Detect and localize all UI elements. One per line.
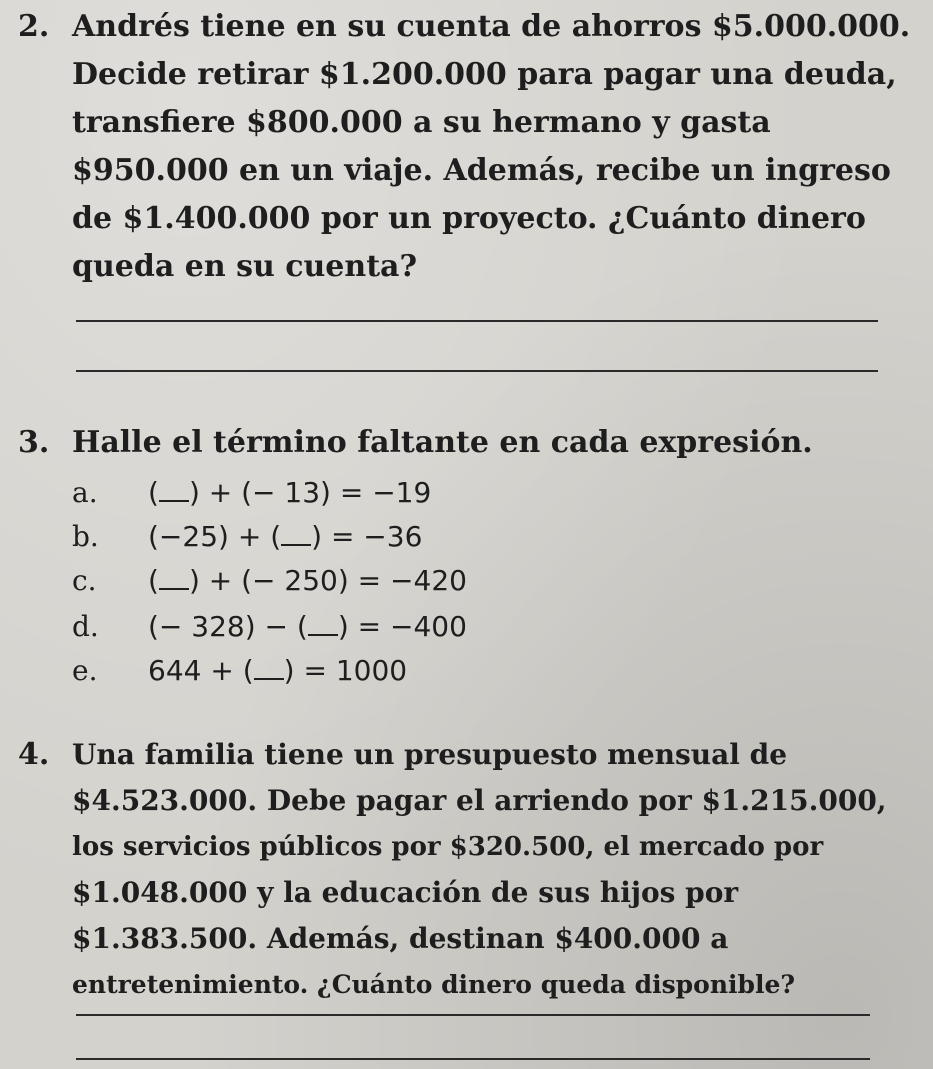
expression-d [148, 610, 467, 644]
question-2-line-2: Decide retirar $1.200.000 para pagar una deuda, [72, 57, 897, 92]
expression-b [148, 520, 422, 554]
question-2-line-3: transfiere $800.000 a su hermano y gasta [72, 105, 771, 140]
answer-line[interactable] [76, 370, 878, 372]
expression-a-before: ( [148, 476, 159, 509]
question-4-line-4: $1.048.000 y la educación de sus hijos por [72, 876, 739, 909]
question-3-number: 3. [18, 425, 50, 460]
expression-e-before: 644 + ( [148, 654, 254, 687]
item-letter-b: b. [72, 520, 99, 553]
answer-line[interactable] [76, 1014, 870, 1016]
question-2-line-1: Andrés tiene en su cuenta de ahorros $5.000.000. [72, 9, 911, 44]
question-2-number: 2. [18, 9, 50, 44]
question-4-line-5: $1.383.500. Además, destinan $400.000 a [72, 922, 729, 955]
question-4-number: 4. [18, 737, 50, 772]
blank-e[interactable] [254, 656, 284, 680]
expression-d-before: (− 328) − ( [148, 610, 308, 643]
question-4-line-2: $4.523.000. Debe pagar el arriendo por $1.215.000, [72, 784, 887, 817]
question-4-line-1: Una familia tiene un presupuesto mensual de [72, 738, 788, 771]
answer-line[interactable] [76, 320, 878, 322]
expression-e [148, 654, 407, 688]
expression-b-before: (−25) + ( [148, 520, 282, 553]
question-2-line-5: de $1.400.000 por un proyecto. ¿Cuánto dinero [72, 201, 866, 236]
blank-b[interactable] [281, 522, 311, 546]
answer-line[interactable] [76, 1058, 870, 1060]
blank-a[interactable] [159, 478, 189, 502]
expression-a [148, 476, 431, 510]
expression-b-after: ) = −36 [311, 520, 423, 553]
blank-c[interactable] [159, 566, 189, 590]
item-letter-c: c. [72, 564, 97, 597]
item-letter-d: d. [72, 610, 99, 643]
blank-d[interactable] [308, 612, 338, 636]
question-4-line-6: entretenimiento. ¿Cuánto dinero queda disponible? [72, 970, 796, 999]
question-2-line-6: queda en su cuenta? [72, 249, 418, 284]
expression-c-after: ) + (− 250) = −420 [188, 564, 467, 597]
expression-d-after: ) = −400 [337, 610, 467, 643]
item-letter-a: a. [72, 476, 98, 509]
item-letter-e: e. [72, 654, 98, 687]
expression-c [148, 564, 467, 598]
expression-a-after: ) + (− 13) = −19 [188, 476, 432, 509]
question-4-line-3: los servicios públicos por $320.500, el mercado por [72, 832, 824, 862]
expression-e-after: ) = 1000 [283, 654, 408, 687]
question-3-title: Halle el término faltante en cada expresión. [72, 425, 813, 460]
question-2-line-4: $950.000 en un viaje. Además, recibe un ingreso [72, 153, 891, 188]
expression-c-before: ( [148, 564, 159, 597]
